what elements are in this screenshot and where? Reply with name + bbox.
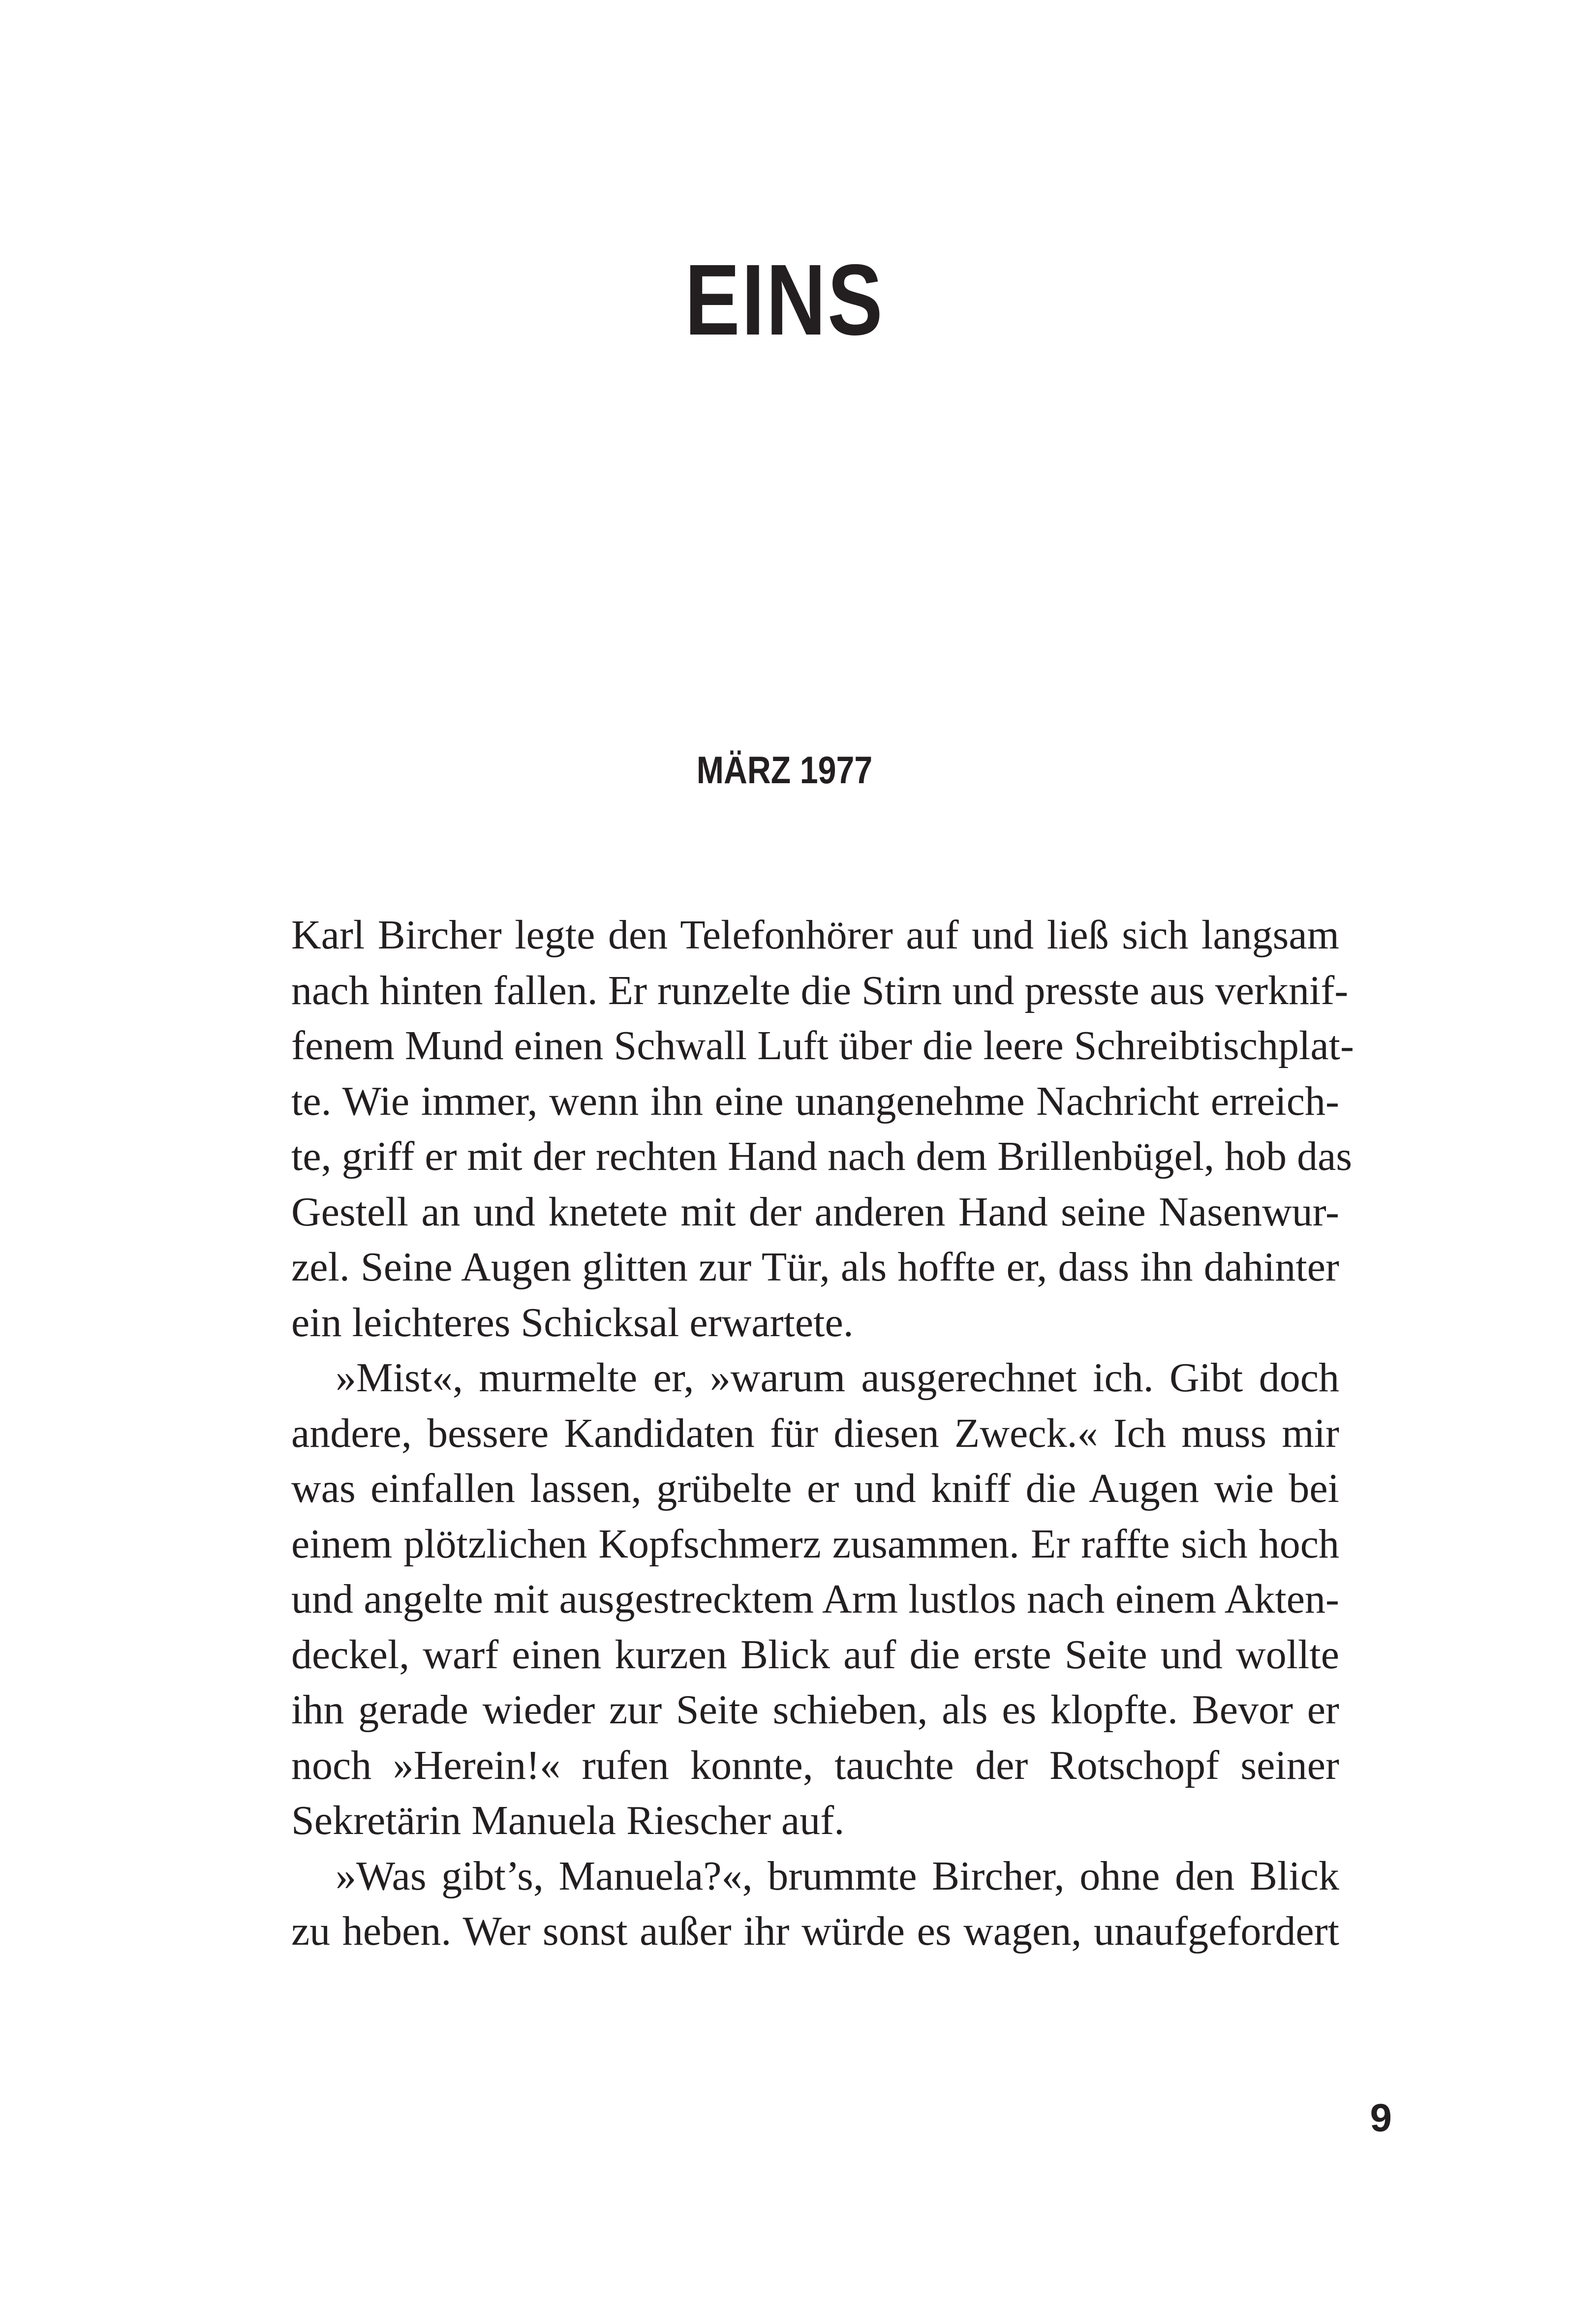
text-line: nach hinten fallen. Er runzelte die Stirn und presste aus verknif- (291, 967, 1349, 1013)
text-line: einem plötzlichen Kopfschmerz zusammen. Er raffte sich hoch (291, 1521, 1339, 1567)
text-line: ein leichteres Schicksal erwartete. (291, 1299, 854, 1345)
text-line: andere, bessere Kandidaten für diesen Zweck.« Ich muss mir (291, 1410, 1339, 1456)
text-line: was einfallen lassen, grübelte er und kniff die Augen wie bei (291, 1466, 1339, 1511)
text-line: »Was gibt’s, Manuela?«, brummte Bircher, ohne den Blick (336, 1853, 1339, 1899)
paragraph (291, 908, 1354, 1350)
section-heading: MÄRZ 1977 (696, 748, 873, 792)
text-line: noch »Herein!« rufen konnte, tauchte der Rotschopf seiner (291, 1742, 1339, 1788)
text-line: te. Wie immer, wenn ihn eine unangenehme Nachricht erreich- (291, 1078, 1339, 1124)
text-line: und angelte mit ausgestrecktem Arm lustlos nach einem Akten- (291, 1576, 1339, 1622)
text-line: zu heben. Wer sonst außer ihr würde es wagen, unaufgefordert (291, 1908, 1339, 1954)
text-line: Gestell an und knetete mit der anderen Hand seine Nasenwur- (291, 1189, 1339, 1235)
paragraph (291, 1849, 1339, 1959)
text-line: fenem Mund einen Schwall Luft über die leere Schreibtischplat- (291, 1023, 1354, 1069)
page-number: 9 (1370, 2096, 1392, 2140)
text-line: ihn gerade wieder zur Seite schieben, als es klopfte. Bevor er (291, 1687, 1339, 1733)
text-line: Karl Bircher legte den Telefonhörer auf und ließ sich langsam (291, 912, 1339, 958)
text-line: zel. Seine Augen glitten zur Tür, als hoffte er, dass ihn dahinter (291, 1244, 1339, 1290)
text-line: »Mist«, murmelte er, »warum ausgerechnet ich. Gibt doch (336, 1355, 1339, 1401)
body-text (291, 908, 1354, 1959)
text-line: deckel, warf einen kurzen Blick auf die erste Seite und wollte (291, 1631, 1339, 1678)
paragraph (291, 1350, 1339, 1849)
text-line: te, griff er mit der rechten Hand nach dem Brillenbügel, hob das (291, 1133, 1353, 1179)
text-line: Sekretärin Manuela Riescher auf. (291, 1798, 845, 1843)
chapter-title: EINS (684, 244, 885, 356)
